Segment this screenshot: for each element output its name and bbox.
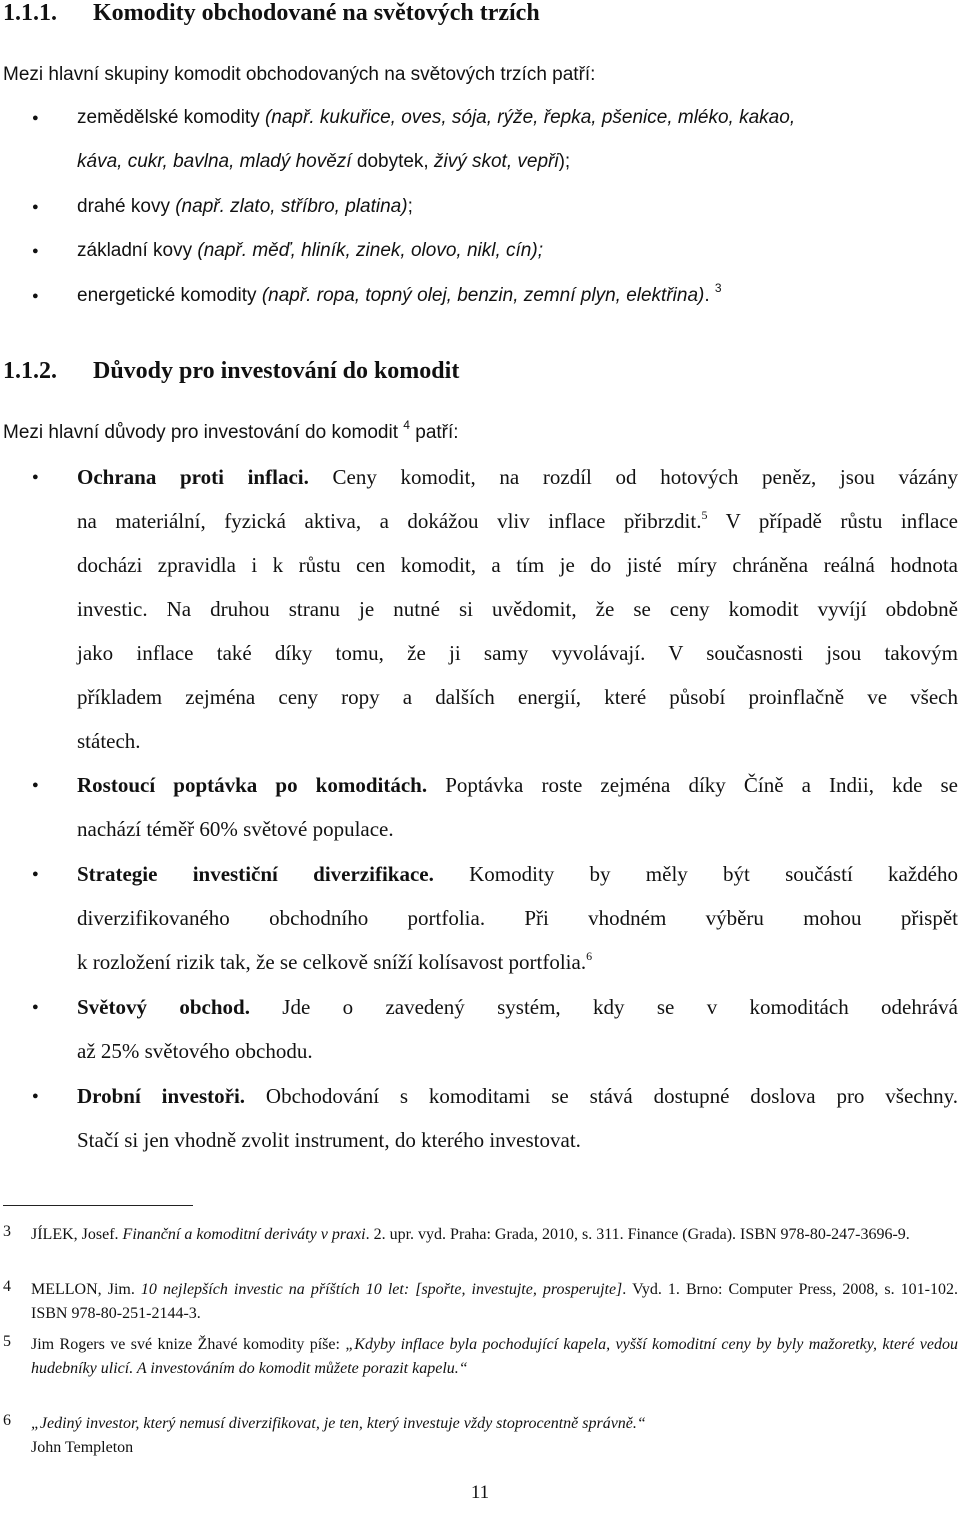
footnote-number: 5	[3, 1333, 11, 1350]
list-item-continuation: státech.	[77, 729, 141, 753]
list-item: Drobní investoři. Obchodování s komoditami se stává dostupné doslova pro všechny.	[77, 1084, 958, 1108]
section-number: 1.1.2.	[3, 358, 57, 384]
section-heading-2	[3, 358, 459, 385]
list-item-continuation: nachází téměř 60% světové populace.	[77, 817, 394, 841]
list-item-continuation: až 25% světového obchodu.	[77, 1039, 313, 1063]
list-item-continuation: na materiální, fyzická aktiva, a dokážou vliv inflace přibrzdit.$^5$ V případě růstu inflace	[77, 508, 958, 533]
list-item: energetické komodity (např. ropa, topný olej, benzin, zemní plyn, elektřina). $^3$	[77, 281, 722, 306]
bullet-icon: ●	[32, 201, 39, 213]
footnote-text: „Jediný investor, který nemusí diverzifikovat, je ten, který investuje vždy stoprocentně správně.“	[31, 1415, 646, 1432]
section-number: 1.1.1.	[3, 0, 57, 26]
list-item-continuation: příkladem zejména ceny ropy a dalších energií, které působí proinflačně ve všech	[77, 685, 958, 709]
bullet-icon: ●	[32, 868, 39, 880]
footnote	[3, 1333, 958, 1381]
list-item-continuation: investic. Na druhou stranu je nutné si uvědomit, že se ceny komodit vyvíjí obdobně	[77, 597, 958, 621]
footnote-text: MELLON, Jim. 10 nejlepších investic na příštích 10 let: [spořte, investujte, prosperujte]. Vyd. 1. Brno: Computer Press, 2008, s. 101-102. ISBN 978-80-251-2144-3.	[31, 1281, 959, 1322]
bullet-icon: ●	[32, 1001, 39, 1013]
footnote-ref: 3	[714, 281, 722, 295]
bullet-icon: ●	[32, 245, 39, 257]
list-item-continuation: jako inflace také díky tomu, že ji samy vyvolávají. V současnosti jsou takovým	[77, 641, 958, 665]
footnote-ref: 6	[586, 949, 593, 963]
list-item: Strategie investiční diverzifikace. Komodity by měly být součástí každého	[77, 862, 958, 886]
section-heading-1	[3, 0, 540, 27]
section-title: Důvody pro investování do komodit	[93, 358, 460, 384]
bullet-icon: ●	[32, 779, 39, 791]
list-item-continuation: káva, cukr, bavlna, mladý hovězí dobytek, živý skot, vepři);	[77, 151, 571, 172]
list-item-continuation: diverzifikovaného obchodního portfolia. Při vhodném výběru mohou přispět	[77, 906, 958, 930]
footnote-attribution: John Templeton	[31, 1439, 134, 1456]
list-item: Světový obchod. Jde o zavedený systém, kdy se v komoditách odehrává	[77, 995, 958, 1019]
list-item-continuation: k rozložení rizik tak, že se celkově sníží kolísavost portfolia.$^6$	[77, 949, 593, 974]
footnote-number: 4	[3, 1278, 11, 1295]
bullet-icon: ●	[32, 471, 39, 483]
section-intro: Mezi hlavní důvody pro investování do komodit $^4$ patří:	[3, 418, 459, 443]
bullet-icon: ●	[32, 1090, 39, 1102]
list-item-continuation: docházi zpravidla i k růstu cen komodit, a tím je do jisté míry chráněna reálná hodnota	[77, 553, 958, 577]
footnote-number: 6	[3, 1412, 11, 1429]
footnote	[3, 1412, 958, 1460]
list-item: Ochrana proti inflaci. Ceny komodit, na rozdíl od hotových peněz, jsou vázány	[77, 465, 959, 489]
footnote-text: JÍLEK, Josef. Finanční a komoditní deriváty v praxi. 2. upr. vyd. Praha: Grada, 2010, s. 311. Finance (Grada). ISBN 978-80-247-3696-9.	[31, 1226, 910, 1243]
list-item: drahé kovy (např. zlato, stříbro, platina);	[77, 196, 413, 217]
section-title: Komodity obchodované na světových trzích	[93, 0, 540, 26]
list-item-continuation: Stačí si jen vhodně zvolit instrument, do kterého investovat.	[77, 1128, 581, 1152]
footnote-text: Jim Rogers ve své knize Žhavé komodity píše: „Kdyby inflace byla pochodující kapela, vyšší komoditní ceny by byly mažoretky, které vedou hudebníky ulicí. A investováním do komodit můžete porazit kapelu.“	[31, 1336, 958, 1377]
bullet-icon: ●	[32, 290, 39, 302]
bullet-icon: ●	[32, 112, 39, 124]
footnote-ref: 5	[701, 508, 708, 522]
section-intro: Mezi hlavní skupiny komodit obchodovaných na světových trzích patří:	[3, 64, 596, 85]
footnote	[3, 1223, 958, 1247]
footnote-ref: 4	[403, 418, 410, 432]
footnote-number: 3	[3, 1223, 11, 1240]
page-number: 11	[470, 1482, 490, 1503]
list-item: základní kovy (např. měď, hliník, zinek, olovo, nikl, cín);	[77, 240, 543, 261]
list-item: Rostoucí poptávka po komoditách. Poptávka roste zejména díky Číně a Indii, kde se	[77, 773, 958, 797]
list-item: zemědělské komodity (např. kukuřice, oves, sója, rýže, řepka, pšenice, mléko, kakao,	[77, 107, 796, 128]
footnote	[3, 1278, 958, 1326]
footnote-separator	[3, 1205, 193, 1206]
